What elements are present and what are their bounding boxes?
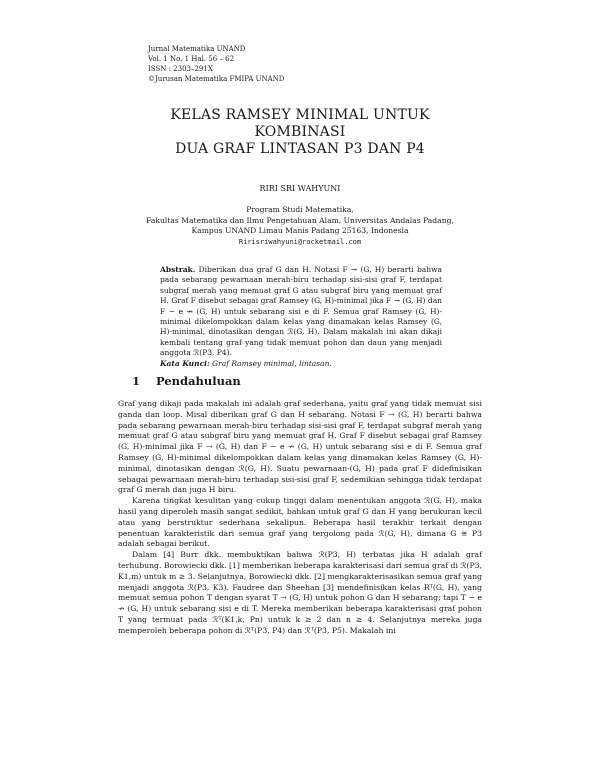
affiliation-line-2: Fakultas Matematika dan Ilmu Pengetahuan Alam, Universitas Andalas Padang, [146,215,454,225]
title-line-1: KELAS RAMSEY MINIMAL UNTUK [170,107,430,123]
affiliation-line-1: Program Studi Matematika, [246,205,354,214]
abstract-label: Abstrak. [160,265,196,274]
paragraph: Graf yang dikaji pada makalah ini adalah graf sederhana, yaitu graf yang tidak memuat sisi ganda dan loop. Misal diberikan graf G dan H sebarang. Notasi F → (G, H) berarti bahwa pada sebarang pewarnaan merah-biru terhadap sisi-sisi graf F, terdapat subgraf merah yang memuat graf G atau subgraf biru yang memuat graf H. Graf F disebut sebagai graf Ramsey (G, H)-minimal jika F → (G, H) dan F − e ↛ (G, H) untuk sebarang sisi e di F. Semua graf Ramsey (G, H)-minimal dikelompokkan dalam kelas yang dinamakan kelas Ramsey (G, H)-minimal, dinotasikan dengan ℛ(G, H). Suatu pewarnaan-(G, H) pada graf F didefinisikan sebagai pewarnaan merah-biru terhadap sisi-sisi graf F, sedemikian sehingga tidak terdapat graf G merah dan juga H biru. [118,399,482,495]
title-line-3: DUA GRAF LINTASAN P3 DAN P4 [175,141,425,157]
paragraph: Dalam [4] Burr dkk. membuktikan bahwa ℛ(P3, H) terbatas jika H adalah graf terhubung. Borowiecki dkk. [1] memberikan beberapa karakterisasi dari semua graf di ℛ(P3, K1,m) untuk m ≥ 3. Selanjutnya, Borowiecki dkk. [2] mengkarakterisasikan semua graf yang menjadi anggota ℛ(P3, K3). Faudree dan Sheehan [3] mendefinisikan kelas Rᵀ(G, H), yang memuat semua pohon T dengan syarat T → (G, H) untuk pohon G dan H sebarang; tapi T − e ↛ (G, H) untuk sebarang sisi e di T. Mereka memberikan beberapa karakterisasi graf pohon T yang termuat pada ℛᵀ(K1,k, Pn) untuk k ≥ 2 dan n ≥ 4. Selanjutnya mereka juga memperoleh beberapa pohon di ℛᵀ(P3, P4) dan ℛᵀ(P3, P5). Makalah ini [118,550,482,635]
journal-volume: Vol. 1 No. 1 Hal. 56 – 62 [148,55,235,63]
section-title: Pendahuluan [156,374,241,388]
author-name: RIRI SRI WAHYUNI [259,184,341,193]
section-heading [132,374,241,388]
affiliation-line-3: Kampus UNAND Limau Manis Padang 25163, Indonesia [191,226,409,235]
abstract-text: Diberikan dua graf G dan H. Notasi F → (G, H) berarti bahwa pada sebarang pewarnaan merah-biru terhadap sisi-sisi graf F, terdapat subgraf merah yang memuat graf G atau subgraf biru yang memuat graf H. Graf F disebut sebagai graf Ramsey (G, H)-minimal jika F → (G, H) dan F − e ↛ (G, H) untuk sebarang sisi e di F. Semua graf Ramsey (G, H)-minimal dikelompokkan dalam kelas yang dinamakan kelas Ramsey (G, H)-minimal, dinotasikan dengan ℛ(G, H). Dalam makalah ini akan dikaji kembali tentang graf yang tidak memuat pohon dan daun yang menjadi anggota ℛ(P3, P4). [160,265,443,358]
keywords-text: Graf Ramsey minimal, lintasan. [212,358,332,368]
body-text [118,399,482,637]
journal-copyright: ©Jurusan Matematika FMIPA UNAND [148,75,285,83]
keywords-label: Kata Kunci: [160,358,210,368]
author-email[interactable]: Ririsriwahyuni@rocketmail.com [238,237,362,246]
abstract [160,265,442,369]
paper-title [100,107,500,158]
journal-issn: ISSN : 2303–291X [148,65,213,73]
journal-name: Jurnal Matematika UNAND [148,45,246,53]
paragraph: Karena tingkat kesulitan yang cukup tinggi dalam menentukan anggota ℛ(G, H), maka hasil yang diperoleh masih sangat sedikit, bahkan untuk graf G dan H yang berukuran kecil atau yang berstruktur sederhana sekalipun. Beberapa hasil terakhir terkait dengan penentuan karakteristik dari semua graf yang tergolong pada ℛ(G, H), dimana G ≅ P3 adalah sebagai berikut. [118,496,482,549]
section-number: 1 [132,374,141,388]
journal-header [148,44,284,84]
affiliation [100,205,500,247]
title-line-2: KOMBINASI [254,124,346,140]
